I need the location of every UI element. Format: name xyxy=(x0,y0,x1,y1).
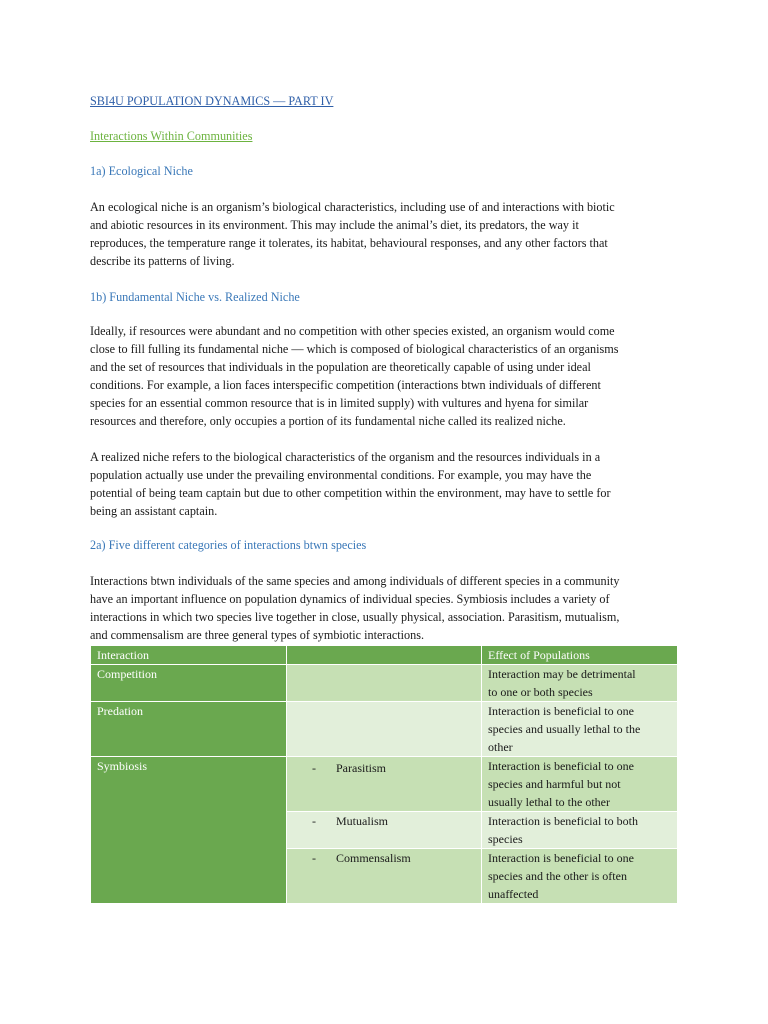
effect-cell xyxy=(482,812,678,849)
cell-text: other xyxy=(488,740,513,754)
text-line: describe its patterns of living. xyxy=(90,254,235,268)
effect-cell xyxy=(482,665,678,702)
text-line: Interactions btwn individuals of the same species and among individuals of different species in a community xyxy=(90,574,620,588)
table-row xyxy=(91,665,678,702)
subtype-parasitism xyxy=(287,757,482,812)
table-header-row xyxy=(91,646,678,665)
text-line: and the set of resources that individuals in the population are theoretically capable of using under ideal xyxy=(90,360,591,374)
text-line: being an assistant captain. xyxy=(90,504,218,518)
table-row xyxy=(91,702,678,757)
text-line: and abiotic resources in its environment. This may include the animal’s diet, its predators, the way it xyxy=(90,218,579,232)
cell-text: unaffected xyxy=(488,887,539,901)
text-line: species for an essential common resource that is in limited supply) with vultures and hyena for similar xyxy=(90,396,589,410)
cell-text: species and the other is often xyxy=(488,869,627,883)
table-row xyxy=(91,757,678,812)
dash-bullet: - xyxy=(312,814,316,828)
cell-text: species xyxy=(488,832,523,846)
text-line: resources and therefore, only occupies a portion of its fundamental niche called its realized niche. xyxy=(90,414,566,428)
effect-cell xyxy=(482,849,678,904)
text-line: close to fill fulling its fundamental niche — which is composed of biological characteristics of an organisms xyxy=(90,342,619,356)
subtype-label: Commensalism xyxy=(336,851,411,865)
text-line: Ideally, if resources were abundant and no competition with other species existed, an organism would come xyxy=(90,324,615,338)
cell-text: species and harmful but not xyxy=(488,777,621,791)
cell-text: Interaction is beneficial to one xyxy=(488,851,634,865)
cell-text: Interaction may be detrimental xyxy=(488,667,636,681)
paragraph-realized-niche xyxy=(90,448,680,520)
text-line: reproduces, the temperature range it tolerates, its habitat, behavioural responses, and any other factors that xyxy=(90,236,608,250)
text-line: interactions in which two species live together in close, usually physical, association. Parasitism, mutualism, xyxy=(90,610,620,624)
paragraph-fundamental-niche xyxy=(90,322,680,430)
cell-text: Interaction is beneficial to both xyxy=(488,814,638,828)
subtype-commensalism xyxy=(287,849,482,904)
subtype-mutualism xyxy=(287,812,482,849)
text-line: An ecological niche is an organism’s biological characteristics, including use of and interactions with biotic xyxy=(90,200,615,214)
effect-cell xyxy=(482,757,678,812)
header-interaction: Interaction xyxy=(91,646,287,665)
heading-2a: 2a) Five different categories of interactions btwn species xyxy=(90,538,367,552)
document-subtitle: Interactions Within Communities xyxy=(90,129,253,143)
header-effect: Effect of Populations xyxy=(482,646,678,665)
text-line: A realized niche refers to the biological characteristics of the organism and the resources individuals in a xyxy=(90,450,601,464)
empty-cell xyxy=(287,702,482,757)
text-line: and commensalism are three general types of symbiotic interactions. xyxy=(90,628,425,642)
heading-1a: 1a) Ecological Niche xyxy=(90,164,193,178)
row-label-competition: Competition xyxy=(91,665,287,702)
cell-text: to one or both species xyxy=(488,685,593,699)
interactions-table xyxy=(90,645,678,904)
subtype-label: Parasitism xyxy=(336,761,386,775)
paragraph-ecological-niche xyxy=(90,198,680,270)
text-line: have an important influence on population dynamics of individual species. Symbiosis includes a variety of xyxy=(90,592,610,606)
dash-bullet: - xyxy=(312,761,316,775)
text-line: potential of being team captain but due to other competition within the environment, may have to settle for xyxy=(90,486,611,500)
row-label-symbiosis: Symbiosis xyxy=(91,757,287,904)
text-line: conditions. For example, a lion faces interspecific competition (interactions btwn individuals of different xyxy=(90,378,601,392)
cell-text: usually lethal to the other xyxy=(488,795,610,809)
subtype-label: Mutualism xyxy=(336,814,389,828)
header-blank xyxy=(287,646,482,665)
cell-text: Interaction is beneficial to one xyxy=(488,704,634,718)
text-line: population actually use under the prevailing environmental conditions. For example, you may have the xyxy=(90,468,592,482)
heading-1b: 1b) Fundamental Niche vs. Realized Niche xyxy=(90,290,300,304)
row-label-predation: Predation xyxy=(91,702,287,757)
effect-cell xyxy=(482,702,678,757)
cell-text: species and usually lethal to the xyxy=(488,722,641,736)
paragraph-interactions xyxy=(90,572,680,644)
cell-text: Interaction is beneficial to one xyxy=(488,759,634,773)
document-title: SBI4U POPULATION DYNAMICS — PART IV xyxy=(90,94,334,108)
empty-cell xyxy=(287,665,482,702)
dash-bullet: - xyxy=(312,851,316,865)
